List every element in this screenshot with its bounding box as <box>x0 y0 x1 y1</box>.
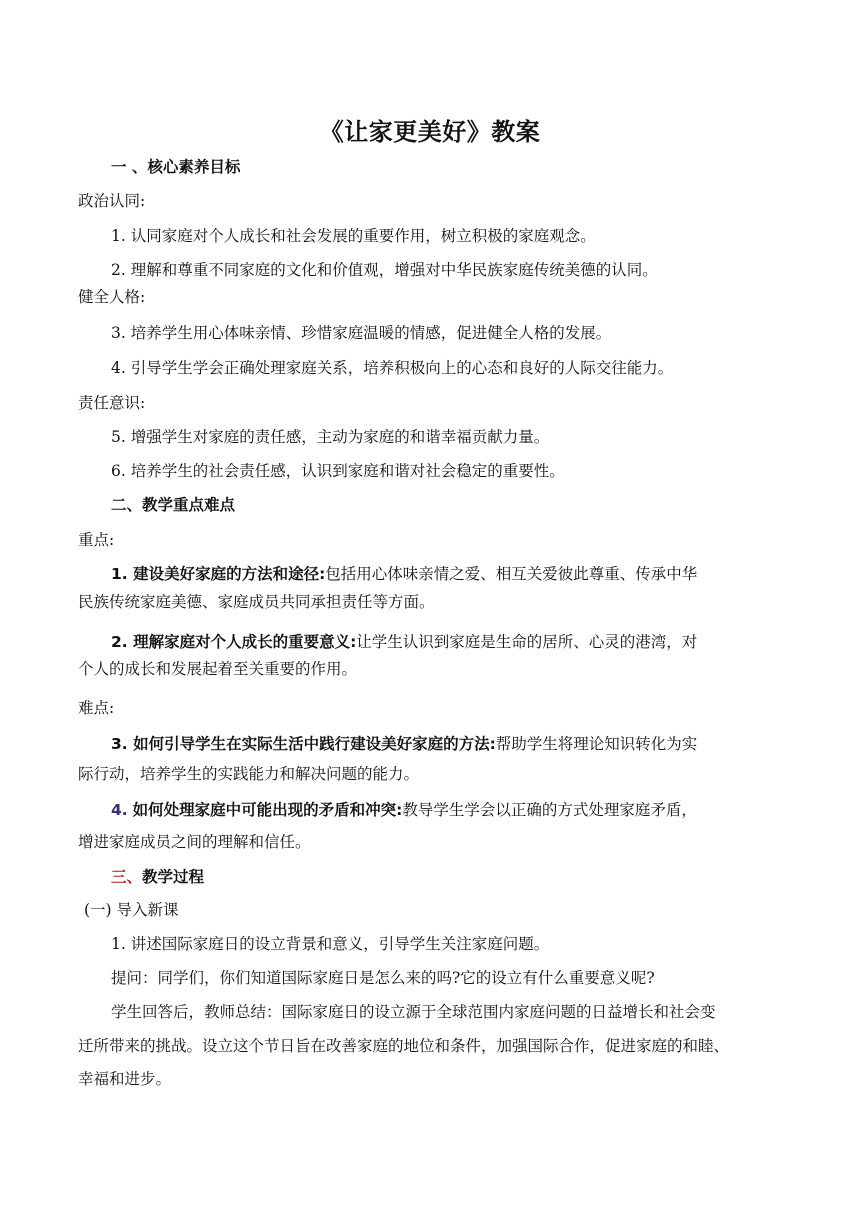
goal-item-1: 1. 认同家庭对个人成长和社会发展的重要作用，树立积极的家庭观念。 <box>111 227 596 245</box>
section-heading-process <box>111 866 204 888</box>
difficult-point-2-continued: 增进家庭成员之间的理解和信任。 <box>78 833 311 851</box>
difficult-point-2 <box>111 799 697 821</box>
key-point-2-continued: 个人的成长和发展起着至关重要的作用。 <box>78 660 358 678</box>
difficult-point-2-title: 如何处理家庭中可能出现的矛盾和冲突: <box>132 801 403 819</box>
process-para-3-line3: 幸福和进步。 <box>78 1070 172 1088</box>
difficult-point-2-text: 教导学生学会以正确的方式处理家庭矛盾， <box>402 801 697 819</box>
key-point-2-text: 让学生认识到家庭是生命的居所、心灵的港湾，对 <box>356 633 698 651</box>
group-label-political: 政治认同: <box>78 192 146 210</box>
goal-item-2: 2. 理解和尊重不同家庭的文化和价值观，增强对中华民族家庭传统美德的认同。 <box>111 261 658 279</box>
document-title: 《让家更美好》教案 <box>319 118 541 146</box>
subsection-intro: (一) 导入新课 <box>84 901 179 919</box>
process-para-3-line1: 学生回答后，教师总结：国际家庭日的设立源于全球范围内家庭问题的日益增长和社会变 <box>111 1003 716 1021</box>
group-label-responsibility: 责任意识: <box>78 394 146 412</box>
process-para-2: 提问：同学们，你们知道国际家庭日是怎么来的吗?它的设立有什么重要意义呢? <box>111 969 655 987</box>
group-label-personality: 健全人格: <box>78 288 146 306</box>
group-label-difficult: 难点: <box>78 699 115 717</box>
process-para-1: 1. 讲述国际家庭日的设立背景和意义，引导学生关注家庭问题。 <box>111 935 550 953</box>
goal-item-4: 4. 引导学生学会正确处理家庭关系，培养积极向上的心态和良好的人际交往能力。 <box>111 359 674 377</box>
section-heading-key-points: 二、教学重点难点 <box>111 496 236 514</box>
difficult-point-1-continued: 际行动，培养学生的实践能力和解决问题的能力。 <box>78 765 420 783</box>
key-point-1-continued: 民族传统家庭美德、家庭成员共同承担责任等方面。 <box>78 593 435 611</box>
section-heading-core-goals: 一 、核心素养目标 <box>111 158 241 176</box>
key-point-2 <box>111 631 697 653</box>
section-3-title: 教学过程 <box>142 868 205 886</box>
key-point-1-text: 包括用心体味亲情之爱、相互关爱彼此尊重、传承中华 <box>325 565 698 583</box>
difficult-point-1 <box>111 733 697 755</box>
key-point-1 <box>111 563 697 585</box>
process-para-3-line2: 迁所带来的挑战。设立这个节日旨在改善家庭的地位和条件，加强国际合作，促进家庭的和睦、 <box>78 1037 730 1055</box>
difficult-point-1-title: 3. 如何引导学生在实际生活中践行建设美好家庭的方法: <box>111 735 496 753</box>
section-3-number: 三、 <box>111 868 143 886</box>
goal-item-6: 6. 培养学生的社会责任感，认识到家庭和谐对社会稳定的重要性。 <box>111 462 565 480</box>
key-point-2-title: 2. 理解家庭对个人成长的重要意义: <box>111 633 357 651</box>
goal-item-3: 3. 培养学生用心体味亲情、珍惜家庭温暖的情感，促进健全人格的发展。 <box>111 324 612 342</box>
difficult-point-1-text: 帮助学生将理论知识转化为实 <box>495 735 698 753</box>
goal-item-5: 5. 增强学生对家庭的责任感，主动为家庭的和谐幸福贡献力量。 <box>111 428 550 446</box>
key-point-1-title: 1. 建设美好家庭的方法和途径: <box>111 565 326 583</box>
group-label-key: 重点: <box>78 531 115 549</box>
difficult-point-2-number: 4. <box>111 801 128 819</box>
